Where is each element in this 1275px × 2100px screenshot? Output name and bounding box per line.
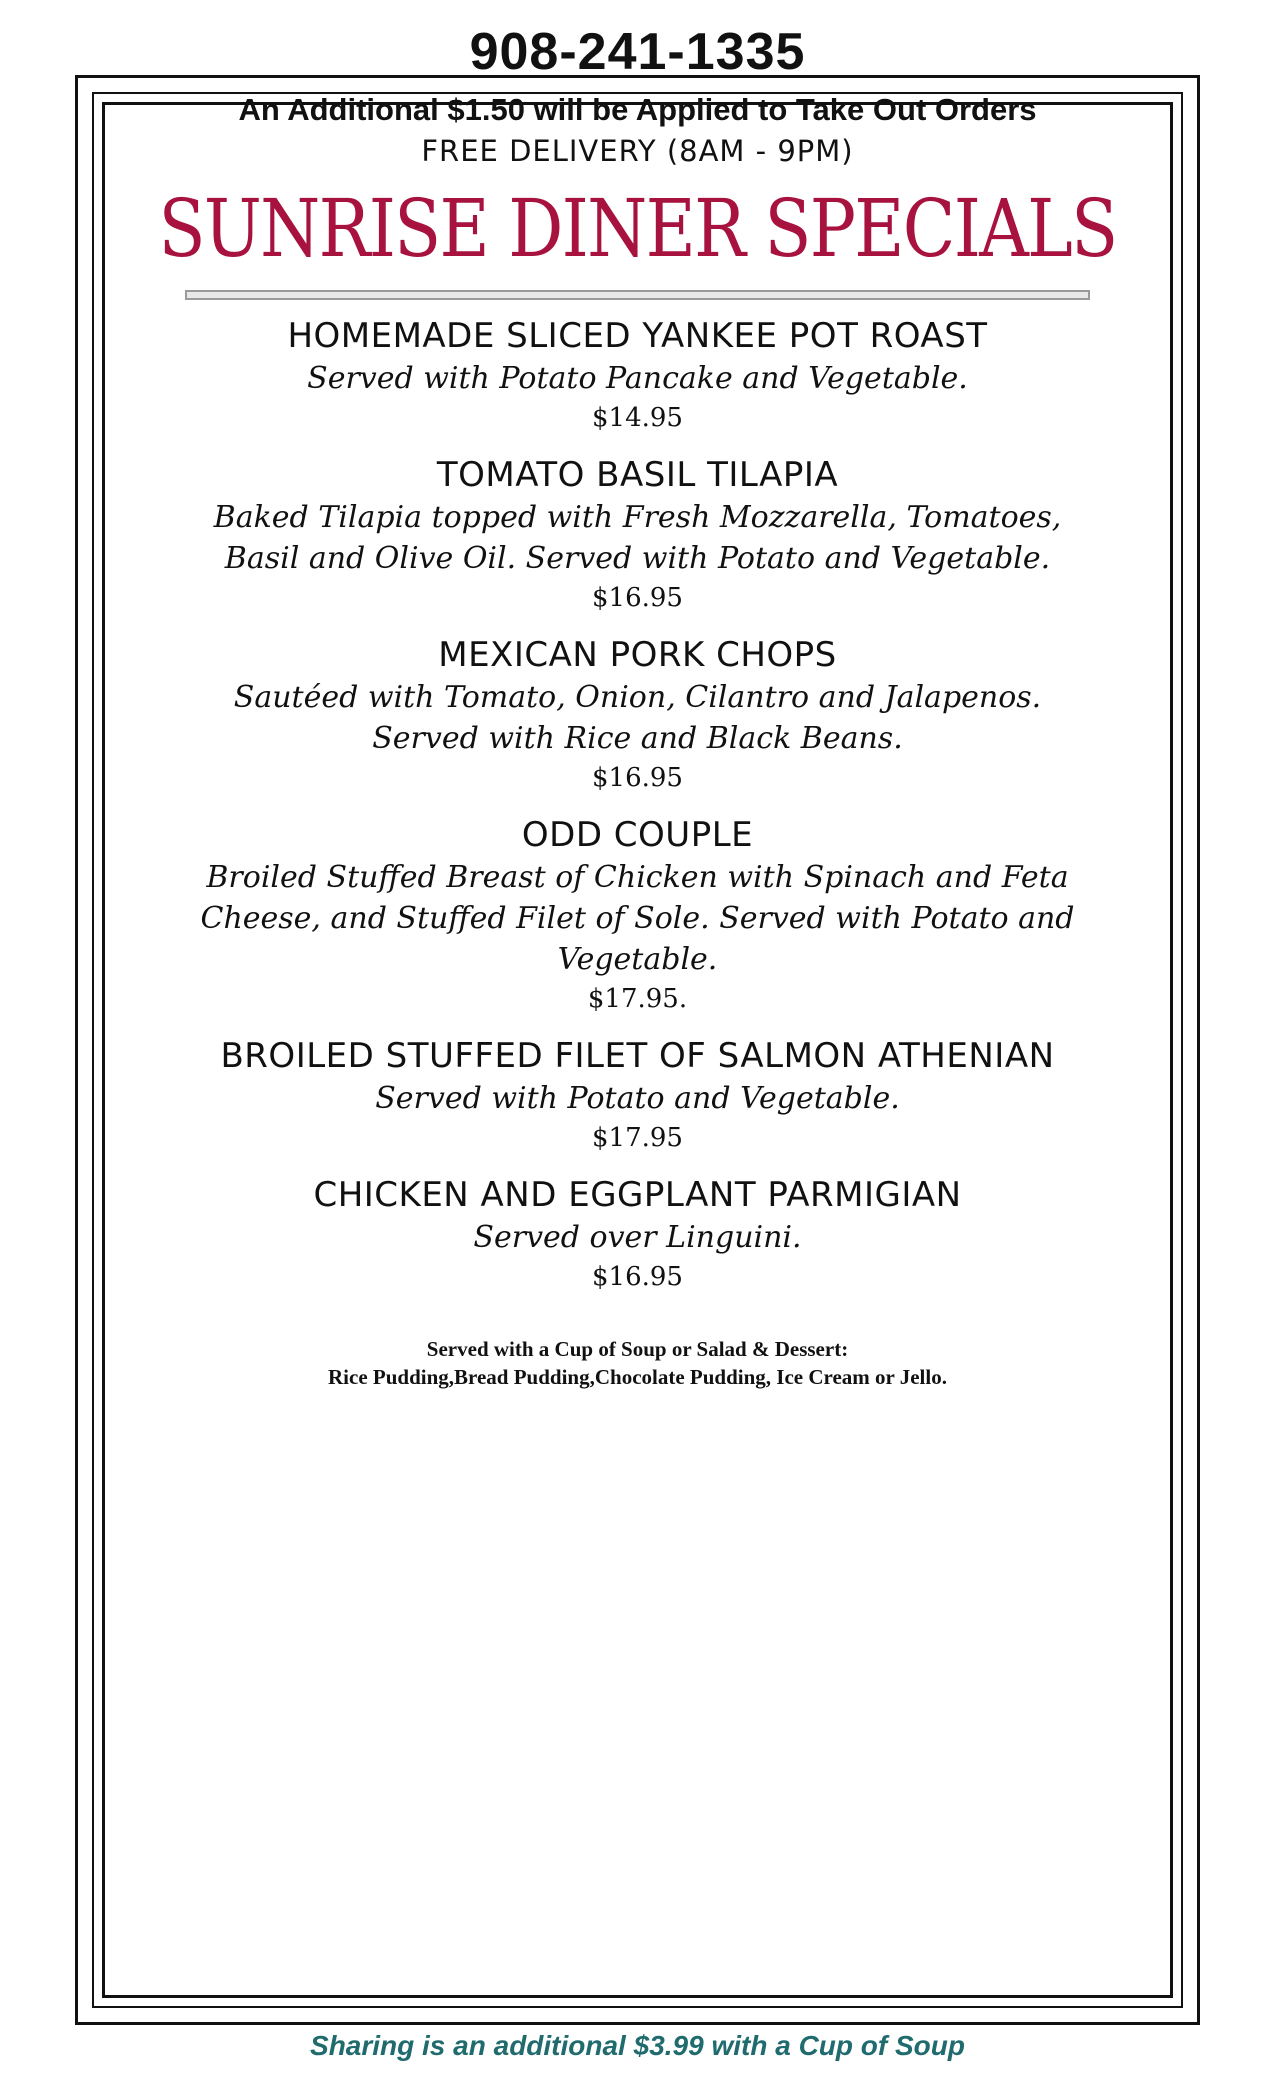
special-description: Broiled Stuffed Breast of Chicken with Spinach and Feta Cheese, and Stuffed Filet of Sole. Served with Potato and Vegetable. [200,860,1075,977]
special-name: HOMEMADE SLICED YANKEE POT ROAST [287,316,988,356]
sides-line-1: Served with a Cup of Soup or Salad & Dessert: [426,1337,849,1361]
special-item [195,1173,1080,1296]
special-price: $17.95 [592,1123,683,1153]
sides-line-2: Rice Pudding,Bread Pudding,Chocolate Pudding, Ice Cream or Jello. [328,1365,947,1389]
special-price: $14.95 [592,403,683,433]
special-description: Sautéed with Tomato, Onion, Cilantro and Jalapenos. Served with Rice and Black Beans. [233,680,1042,756]
special-price: $16.95 [592,763,683,793]
special-description: Baked Tilapia topped with Fresh Mozzarella, Tomatoes, Basil and Olive Oil. Served with Potato and Vegetable. [213,500,1062,576]
special-item [195,633,1080,797]
page-title: SUNRISE DINER SPECIALS [158,182,1117,275]
special-description: Served over Linguini. [473,1220,802,1255]
takeout-notice: An Additional $1.50 will be Applied to Take Out Orders [238,92,1037,127]
special-item [195,1034,1080,1157]
special-item [195,453,1080,617]
specials-list [195,314,1080,1312]
delivery-hours: FREE DELIVERY (8AM - 9PM) [421,134,854,168]
title-divider [185,290,1090,300]
phone-number: 908-241-1335 [469,23,806,81]
special-name: MEXICAN PORK CHOPS [438,635,837,675]
special-name: ODD COUPLE [521,815,754,855]
sharing-note: Sharing is an additional $3.99 with a Cup of Soup [310,2030,965,2061]
special-name: TOMATO BASIL TILAPIA [436,455,839,495]
special-item [195,813,1080,1018]
special-price: $16.95 [592,1262,683,1292]
special-price: $17.95. [587,984,688,1014]
special-item [195,314,1080,437]
special-price: $16.95 [592,583,683,613]
special-description: Served with Potato and Vegetable. [375,1081,900,1116]
special-name: CHICKEN AND EGGPLANT PARMIGIAN [313,1175,962,1215]
sides-note [195,1335,1080,1391]
special-name: BROILED STUFFED FILET OF SALMON ATHENIAN [220,1036,1055,1076]
special-description: Served with Potato Pancake and Vegetable. [307,361,968,396]
